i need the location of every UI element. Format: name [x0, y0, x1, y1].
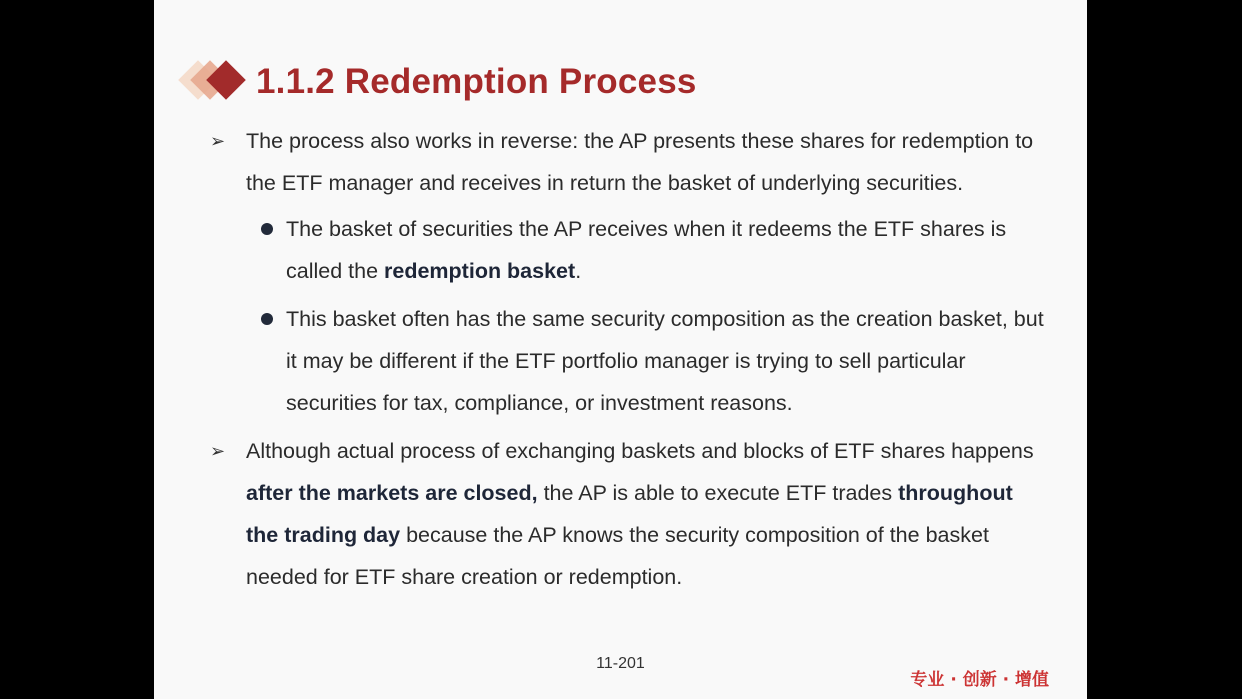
slide-title: 1.1.2 Redemption Process: [256, 62, 697, 101]
subbullet-1-text-start: The basket of securities the AP receives when it redeems the ETF shares is called the: [286, 217, 1007, 283]
dot-bullet-icon: [261, 223, 273, 235]
arrow-bullet-icon: ➢: [210, 441, 226, 461]
bullet-2: [210, 430, 1050, 598]
bullet-2-text-part-1: Although actual process of exchanging baskets and blocks of ETF shares happens: [246, 439, 1034, 463]
slogan-text: 专业 · 创新 · 增值: [910, 670, 1049, 690]
bullet-2-bold-1: after the markets are closed,: [246, 481, 538, 505]
bullet-1-text: The process also works in reverse: the AP presents these shares for redemption to the ETF manager and receives in return the basket of underlying securities.: [246, 129, 1034, 195]
bullet-2-text-part-3: because the AP knows the security composition of the basket needed for ETF share creation or redemption.: [246, 523, 989, 589]
dot-bullet-icon: [261, 313, 273, 325]
diamond-logo-icon: [178, 56, 246, 108]
title-row: [178, 56, 697, 108]
bullet-2-text-part-2: the AP is able to execute ETF trades: [537, 481, 899, 505]
subbullet-2-text: This basket often has the same security composition as the creation basket, but it may be different if the ETF portfolio manager is trying to sell particular securities for tax, compliance, or investment reasons.: [286, 307, 1044, 415]
page-number: 11-201: [596, 655, 645, 672]
slide-body: [210, 120, 1050, 602]
slide: [154, 0, 1087, 699]
arrow-bullet-icon: ➢: [210, 131, 226, 151]
subbullet-2: [210, 298, 1050, 424]
bullet-1: [210, 120, 1050, 204]
subbullet-1: [210, 208, 1050, 292]
subbullet-1-bold-term: redemption basket: [384, 259, 576, 283]
subbullet-1-text-end: .: [575, 259, 582, 283]
bullet-2-bold-2: throughout the trading day: [246, 481, 1013, 547]
